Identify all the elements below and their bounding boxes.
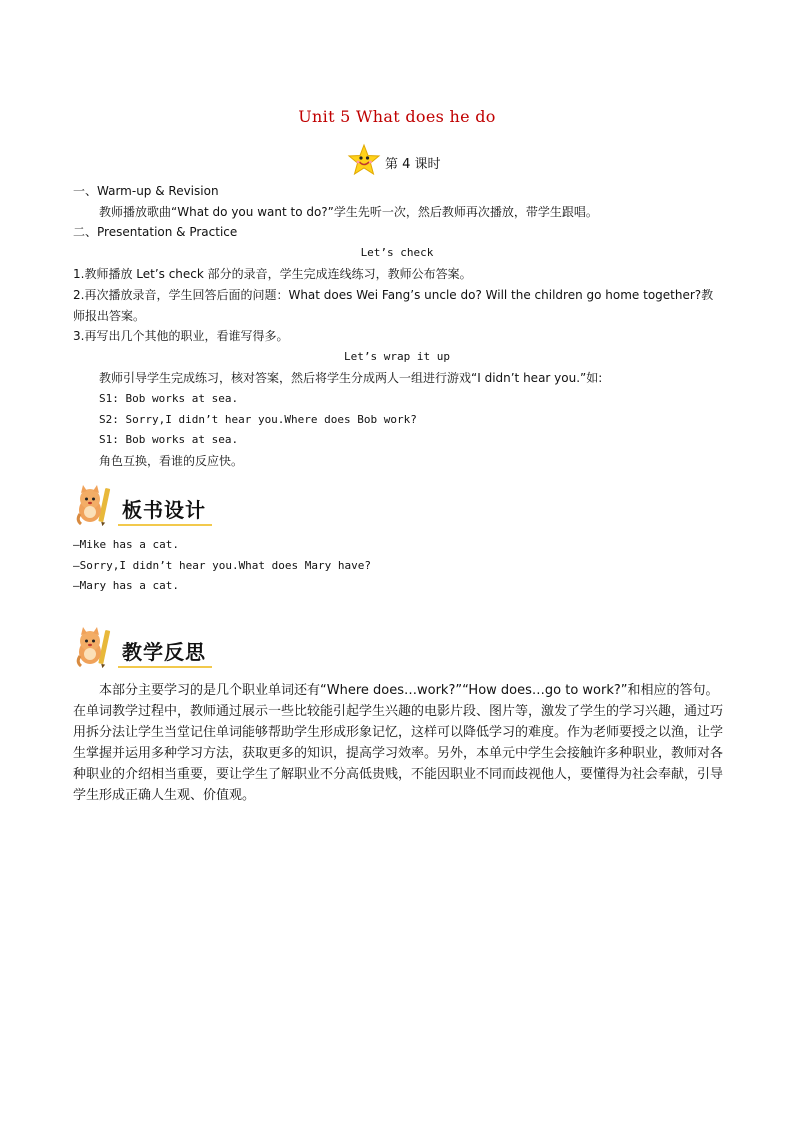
teaching-reflection-heading	[72, 626, 212, 668]
dialog-line-2: S2: Sorry,I didn’t hear you.Where does Bob work?	[99, 413, 417, 426]
check-step-3: 3.再写出几个其他的职业，看谁写得多。	[73, 329, 289, 343]
lets-check-heading: Let’s check	[360, 246, 434, 259]
cat-with-pencil-icon	[72, 626, 116, 668]
lets-wrap-heading: Let’s wrap it up	[344, 350, 450, 363]
check-step-1: 1.教师播放 Let’s check 部分的录音，学生完成连线练习，教师公布答案。	[73, 267, 472, 281]
check-step-2: 2.再次播放录音，学生回答后面的问题：What does Wei Fang’s uncle do? Will the children go home together?教师报出答案。	[73, 288, 714, 323]
wrap-intro: 教师引导学生完成练习，核对答案，然后将学生分成两人一组进行游戏“I didn’t hear you.”如:	[99, 371, 603, 385]
cat-with-pencil-icon	[72, 484, 116, 526]
board-line-2: —Sorry,I didn’t hear you.What does Mary have?	[73, 559, 372, 572]
board-line-1: —Mike has a cat.	[73, 538, 179, 551]
teaching-reflection-label: 教学反思	[118, 636, 212, 668]
warmup-text: 教师播放歌曲“What do you want to do?”学生先听一次，然后教师再次播放，带学生跟唱。	[99, 205, 598, 219]
wrap-end: 角色互换，看谁的反应快。	[99, 454, 244, 468]
lesson-heading	[347, 143, 441, 177]
board-design-label: 板书设计	[118, 494, 212, 526]
section-warmup-heading: 一、Warm-up & Revision	[73, 184, 219, 198]
page-title: Unit 5 What does he do	[298, 107, 496, 126]
board-line-3: —Mary has a cat.	[73, 579, 179, 592]
smiling-star-icon	[347, 143, 381, 177]
lesson-label: 第 4 课时	[385, 156, 441, 172]
reflection-paragraph: 本部分主要学习的是几个职业单词还有“Where does…work?”“How does…go to work?”和相应的答句。在单词教学过程中，教师通过展示一些比较能引起学生兴趣的电影片段、图片等，激发了学生的学习兴趣，通过巧用拆分法让学生当堂记住单词能够帮助学生形成形象记忆，这样可以降低学习的难度。作为老师要授之以渔，让学生掌握并运用多种学习方法，获取更多的知识，提高学习效率。另外，本单元中学生会接触许多种职业，教师对各种职业的介绍相当重要，要让学生了解职业不分高低贵贱，不能因职业不同而歧视他人，要懂得为社会奉献，引导学生形成正确人生观、价值观。	[73, 683, 724, 803]
section-presentation-heading: 二、Presentation & Practice	[73, 225, 238, 239]
dialog-line-3: S1: Bob works at sea.	[99, 433, 239, 446]
dialog-line-1: S1: Bob works at sea.	[99, 392, 239, 405]
board-design-heading	[72, 484, 212, 526]
